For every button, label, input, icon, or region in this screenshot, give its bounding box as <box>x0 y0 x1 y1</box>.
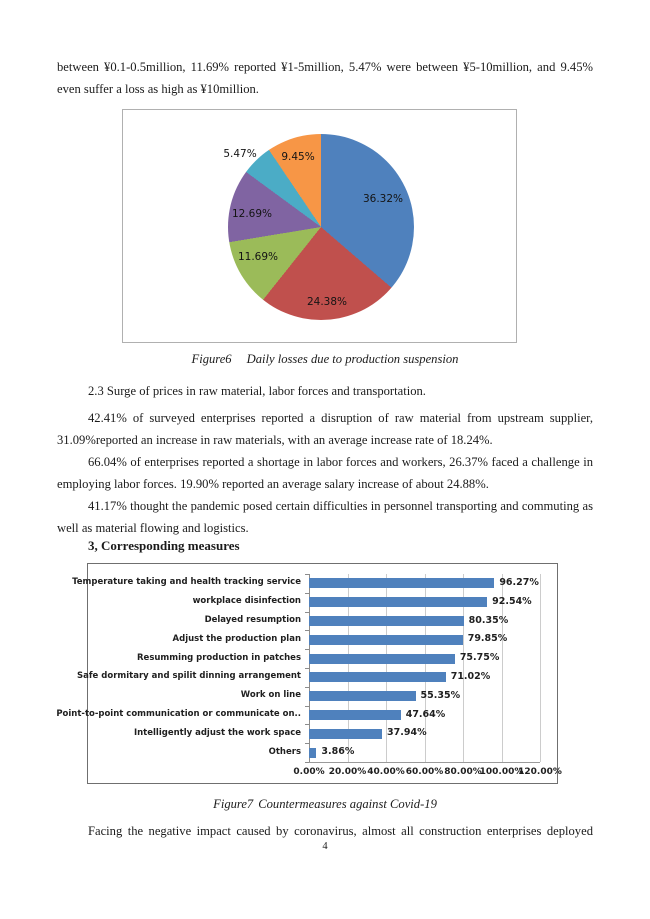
bar-value-label: 96.27% <box>499 576 539 588</box>
category-axis-tick <box>305 668 309 669</box>
paragraph-raw-material: 42.41% of surveyed enterprises reported a disruption of raw material from upstream supplier, 31.09%reported an increase in raw materials, with an average increase rate of 18.24%. <box>57 411 593 447</box>
bar <box>309 710 401 720</box>
bar-category-label: Point-to-point communication or communicate on.. <box>56 709 301 719</box>
figure7-caption-label: Figure7 <box>213 797 254 811</box>
pie-slice-label-purple: 12.69% <box>231 208 273 220</box>
x-axis-tick-label: 80.00% <box>444 767 482 777</box>
pie-chart <box>228 134 414 320</box>
pie-slice-label-orange: 9.45% <box>281 151 315 163</box>
bar-value-label: 37.94% <box>387 727 427 739</box>
bar-category-label: Resumming production in patches <box>137 652 301 663</box>
category-axis-tick <box>305 762 309 763</box>
figure6-caption <box>57 352 593 367</box>
bar-value-label: 92.54% <box>492 595 532 607</box>
category-axis-tick <box>305 574 309 575</box>
figure7-caption <box>57 797 593 812</box>
x-axis-tick-label: 120.00% <box>518 767 562 777</box>
pie-slice-label-teal: 5.47% <box>223 148 257 160</box>
bar <box>309 616 464 626</box>
paragraph-facing-impact: Facing the negative impact caused by coronavirus, almost all construction enterprises deployed <box>88 824 593 838</box>
paragraph-losses: between ¥0.1-0.5million, 11.69% reported ¥1-5million, 5.47% were between ¥5-10million, and 9.45% even suffer a loss as high as ¥10million. <box>57 60 593 96</box>
bar-value-label: 3.86% <box>321 746 355 758</box>
bar-category-label: Others <box>268 746 301 757</box>
page-number: 4 <box>322 841 328 852</box>
bar-category-label: Adjust the production plan <box>172 633 301 644</box>
category-axis-tick <box>305 724 309 725</box>
bar <box>309 654 455 664</box>
bar <box>309 635 463 645</box>
category-axis-tick <box>305 612 309 613</box>
figure6-caption-label: Figure6 <box>191 352 232 366</box>
x-axis-tick-label: 60.00% <box>405 767 444 777</box>
bar-category-label: Work on line <box>240 690 301 701</box>
figure7-bar-chart <box>56 563 562 784</box>
bar-category-label: Intelligently adjust the work space <box>133 727 301 738</box>
bar-value-label: 79.85% <box>467 633 508 645</box>
bar-category-label: Temperature taking and health tracking service <box>72 577 301 588</box>
bar-category-label: Delayed resumption <box>204 615 301 625</box>
category-axis-tick <box>305 649 309 650</box>
figure6-pie-chart <box>122 109 517 343</box>
bar <box>309 748 316 758</box>
figure6-caption-title: Daily losses due to production suspension <box>246 352 459 366</box>
category-axis-tick <box>305 630 309 631</box>
bar <box>309 691 416 701</box>
bar-value-label: 75.75% <box>459 652 500 664</box>
x-axis-tick-label: 100.00% <box>479 767 524 777</box>
gridline <box>540 574 541 762</box>
bar-category-label: Safe dormitary and spilit dinning arrangement <box>77 671 301 682</box>
bar-value-label: 47.64% <box>405 708 446 720</box>
paragraph-section-2-3: 2.3 Surge of prices in raw material, labor forces and transportation. <box>88 384 426 398</box>
bar-value-label: 80.35% <box>468 614 509 626</box>
bar-value-label: 71.02% <box>450 670 491 682</box>
category-axis-tick <box>305 743 309 744</box>
section-3-heading: 3, Corresponding measures <box>88 538 240 553</box>
paragraph-transporting: 41.17% thought the pandemic posed certain difficulties in personnel transporting and commuting as well as material flowing and logistics. <box>57 499 593 535</box>
bar-value-label: 55.35% <box>420 689 461 701</box>
bar <box>309 672 446 682</box>
x-axis-tick-label: 0.00% <box>293 767 325 777</box>
bar <box>309 597 487 607</box>
x-axis-tick-label: 20.00% <box>328 767 367 777</box>
pie-slice-label-red: 24.38% <box>306 296 348 308</box>
figure7-caption-title: Countermeasures against Covid-19 <box>258 797 437 811</box>
category-axis-tick <box>305 706 309 707</box>
paragraph-labor-shortage: 66.04% of enterprises reported a shortage in labor forces and workers, 26.37% faced a challenge in employing labor forces. 19.90% reported an average salary increase of about 24.88%. <box>57 455 593 491</box>
bar-category-label: workplace disinfection <box>192 596 301 607</box>
x-axis-line <box>309 762 540 763</box>
category-axis-tick <box>305 593 309 594</box>
bar <box>309 729 382 739</box>
x-axis-tick-label: 40.00% <box>367 767 405 777</box>
pie-slice-label-green: 11.69% <box>237 251 279 263</box>
bar <box>309 578 494 588</box>
pie-slice-label-blue: 36.32% <box>362 193 404 205</box>
category-axis-tick <box>305 687 309 688</box>
